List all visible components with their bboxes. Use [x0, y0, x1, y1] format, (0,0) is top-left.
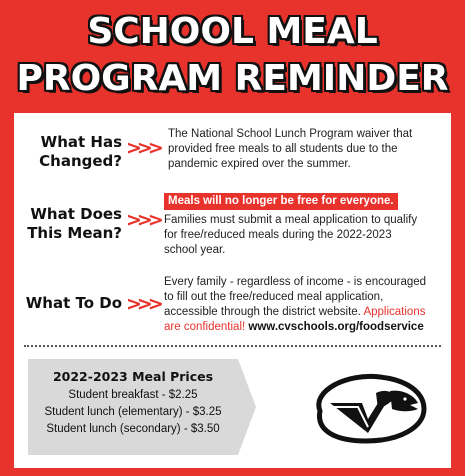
- title-line-2: PROGRAM REMINDER: [16, 58, 449, 99]
- confidential-note: Applications are confidential!: [164, 306, 426, 333]
- todo-body: Every family - regardless of income - is encouraged to fill out the free/reduced meal application, accessible through the district website.: [164, 276, 427, 318]
- highlight-banner: Meals will no longer be free for everyone.: [164, 193, 398, 210]
- dotted-divider: [24, 345, 441, 347]
- row-text-todo: [164, 275, 436, 335]
- row-label-what-does-this-mean: [22, 205, 122, 243]
- label-line: What Does: [30, 205, 122, 223]
- price-item: Student breakfast - $2.25: [68, 389, 198, 401]
- row-text-meaning: [164, 193, 426, 258]
- meal-prices-title: 2022-2023 Meal Prices: [52, 369, 214, 384]
- label-line: This Mean?: [27, 224, 122, 242]
- meaning-body: Families must submit a meal application to qualify for free/reduced meals during the 2022-2023 school year.: [164, 214, 418, 256]
- prices-arrow-shape: [238, 359, 256, 455]
- label-line: What To Do: [25, 294, 122, 312]
- info-card: [14, 113, 451, 468]
- district-url-link[interactable]: www.cvschools.org/foodservice: [248, 321, 424, 333]
- price-item: Student lunch (secondary) - $3.50: [46, 423, 220, 435]
- label-line: What Has: [40, 133, 122, 151]
- eagle-logo-icon: [306, 369, 430, 449]
- row-label-what-to-do: [22, 294, 122, 313]
- row-label-what-has-changed: [22, 133, 122, 171]
- meal-prices-panel: [28, 359, 238, 455]
- title-line-1: SCHOOL MEAL: [87, 11, 378, 52]
- chevron-right-icon: >>>: [126, 293, 159, 315]
- chevron-right-icon: >>>: [126, 209, 159, 231]
- row-text-changed: The National School Lunch Program waiver that provided free meals to all students due to the pandemic expired over the summer.: [168, 128, 413, 170]
- price-item: Student lunch (elementary) - $3.25: [44, 406, 222, 418]
- label-line: Changed?: [39, 152, 122, 170]
- chevron-right-icon: >>>: [126, 137, 159, 159]
